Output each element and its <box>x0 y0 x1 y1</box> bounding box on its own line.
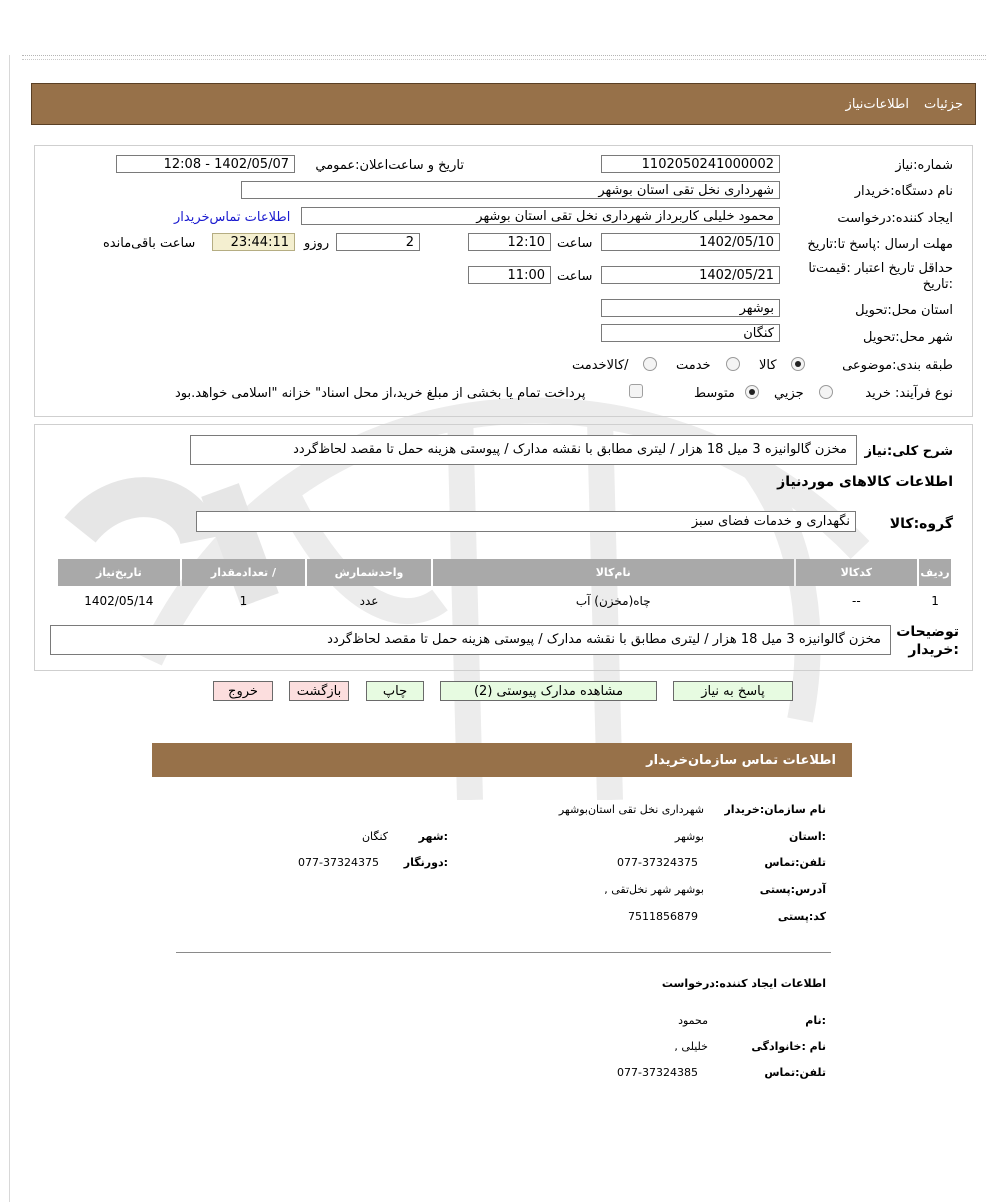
contact-province-label: :استان <box>789 830 826 843</box>
contact-phone-value: 077-37324375 <box>617 856 698 869</box>
process-option-medium: متوسط <box>694 386 735 401</box>
cell-goods-name: چاه(مخزن) آب <box>575 594 651 608</box>
goods-group-label: گروه:کالا <box>889 516 953 532</box>
goods-table <box>56 557 953 616</box>
contact-city-value: کنگان <box>361 830 388 843</box>
print-button[interactable]: چاپ <box>366 681 424 701</box>
section-divider <box>176 952 831 953</box>
province-field: بوشهر <box>601 299 780 317</box>
col-goods-code: کدکالا <box>796 559 917 586</box>
creator-family-value: خلیلی , <box>674 1040 708 1053</box>
creator-phone-value: 077-37324385 <box>617 1066 698 1079</box>
top-dotted-divider <box>22 55 986 56</box>
left-border-line <box>9 55 10 1202</box>
buyer-contact-header <box>152 743 852 777</box>
need-number-field: 1102050241000002 <box>601 155 780 173</box>
need-summary-field: مخزن گالوانیزه 3 میل 18 هزار / لیتری مطابق با نقشه مدارک / پیوستی هزینه حمل تا مقصد لحاظ‌گردد <box>190 435 857 465</box>
need-summary-label: شرح کلی:نیاز <box>864 444 953 459</box>
tab-details[interactable]: جزئیات <box>924 97 963 112</box>
col-quantity: / تعدادمقدار <box>182 559 306 586</box>
buyer-contact-title: اطلاعات تماس سازمان‌خریدار <box>646 753 836 768</box>
cell-unit: عدد <box>359 594 379 608</box>
remaining-time-label: ساعت باقی‌مانده <box>103 236 196 251</box>
treasury-payment-note: پرداخت تمام یا بخشی از مبلغ خرید،از محل اسناد" خزانه "اسلامی خواهد.بود <box>175 386 586 401</box>
province-label: استان محل:تحویل <box>855 303 953 318</box>
creator-label: ایجاد کننده:درخواست <box>837 211 953 226</box>
buyer-notes-label: توضیحات <box>896 624 959 640</box>
reply-to-need-button[interactable]: پاسخ به نیاز <box>673 681 793 701</box>
city-label: شهر محل:تحویل <box>863 330 953 345</box>
process-radio-medium[interactable] <box>745 385 759 399</box>
buyer-notes-label-2: :خریدار <box>908 642 959 658</box>
deadline-time-field: 12:10 <box>468 233 551 251</box>
table-row <box>58 588 951 614</box>
category-radio-service[interactable] <box>726 357 740 371</box>
creator-name-label: :نام <box>805 1014 826 1027</box>
buyer-notes-field: مخزن گالوانیزه 3 میل 18 هزار / لیتری مطابق با نقشه مدارک / پیوستی هزینه حمل تا مقصد لحاظ‌گردد <box>50 625 891 655</box>
view-attachments-button[interactable]: مشاهده مدارک پیوستی (2) <box>440 681 657 701</box>
treasury-payment-checkbox[interactable] <box>629 384 643 398</box>
announce-date-label: تاریخ و ساعت‌اعلان:عمومي <box>315 158 464 173</box>
contact-province-value: بوشهر <box>674 830 704 843</box>
buyer-org-field: شهرداری نخل تقی استان بوشهر <box>241 181 780 199</box>
contact-org-value: شهرداری نخل تقی استان‌بوشهر <box>558 803 704 816</box>
col-unit: واحدشمارش <box>307 559 431 586</box>
contact-phone-label: تلفن:تماس <box>764 856 826 869</box>
category-label: طبقه بندی:موضوعی <box>842 358 953 373</box>
buyer-contact-link[interactable]: اطلاعات تماس‌خریدار <box>174 210 291 225</box>
category-radio-goods-service[interactable] <box>643 357 657 371</box>
contact-address-label: آدرس:پستی <box>759 883 826 896</box>
validity-time-field: 11:00 <box>468 266 551 284</box>
creator-info-title: اطلاعات ایجاد کننده:درخواست <box>661 977 826 990</box>
contact-postal-label: کد:پستی <box>777 910 826 923</box>
tab-need-info[interactable]: اطلاعات‌نیاز <box>845 97 909 112</box>
contact-address-value: بوشهر شهر نخل‌تقی , <box>604 883 704 896</box>
validity-time-label: ساعت <box>557 269 593 284</box>
deadline-date-field: 1402/05/10 <box>601 233 780 251</box>
min-validity-label: حداقل تاریخ اعتبار :قیمت‌تا <box>808 261 953 276</box>
deadline-time-label: ساعت <box>557 236 593 251</box>
category-option-goods: کالا <box>759 358 777 373</box>
goods-group-field: نگهداری و خدمات فضای سبز <box>196 511 856 532</box>
deadline-label: مهلت ارسال :پاسخ تا:تاریخ <box>807 237 953 252</box>
col-goods-name: نام‌کالا <box>433 559 794 586</box>
cell-row-number: 1 <box>931 594 939 608</box>
creator-field: محمود خلیلی کاربرداز شهرداری نخل تقی استان بوشهر <box>301 207 780 225</box>
remaining-time-field: 23:44:11 <box>212 233 295 251</box>
contact-postal-value: 7511856879 <box>628 910 698 923</box>
need-number-label: شماره:نیاز <box>895 158 953 173</box>
process-option-minor: جزيي <box>774 386 804 401</box>
contact-fax-value: 077-37324375 <box>298 856 379 869</box>
contact-fax-label: :دورنگار <box>403 856 448 869</box>
category-option-service: خدمت <box>676 358 711 373</box>
page-header-bar <box>31 83 976 125</box>
creator-family-label: نام :خانوادگی <box>751 1040 826 1053</box>
cell-quantity: 1 <box>239 594 248 608</box>
city-field: کنگان <box>601 324 780 342</box>
cell-need-date: 1402/05/14 <box>84 594 154 608</box>
min-validity-label-2: :تاریخ <box>922 277 953 292</box>
buyer-org-label: نام دستگاه:خریدار <box>854 184 953 199</box>
category-radio-goods[interactable] <box>791 357 805 371</box>
days-field: 2 <box>336 233 420 251</box>
col-need-date: تاریخ‌نیاز <box>58 559 180 586</box>
cell-goods-code: -- <box>852 594 861 608</box>
col-row-number: ردیف <box>919 559 951 586</box>
goods-table-header-row <box>58 559 951 586</box>
announce-date-field: 1402/05/07 - 12:08 <box>116 155 295 173</box>
validity-date-field: 1402/05/21 <box>601 266 780 284</box>
goods-info-title: اطلاعات کالاهای موردنیاز <box>777 474 953 490</box>
creator-phone-label: تلفن:تماس <box>764 1066 826 1079</box>
creator-name-value: محمود <box>678 1014 708 1027</box>
category-option-goods-service: /کالاخدمت <box>572 358 629 373</box>
process-radio-minor[interactable] <box>819 385 833 399</box>
exit-button[interactable]: خروج <box>213 681 273 701</box>
top-dotted-divider-2 <box>22 59 986 60</box>
days-label: روزو <box>304 236 330 251</box>
back-button[interactable]: بازگشت <box>289 681 349 701</box>
contact-city-label: :شهر <box>418 830 448 843</box>
contact-org-label: نام سازمان:خریدار <box>724 803 826 816</box>
process-type-label: نوع فرآیند: خرید <box>865 386 953 401</box>
